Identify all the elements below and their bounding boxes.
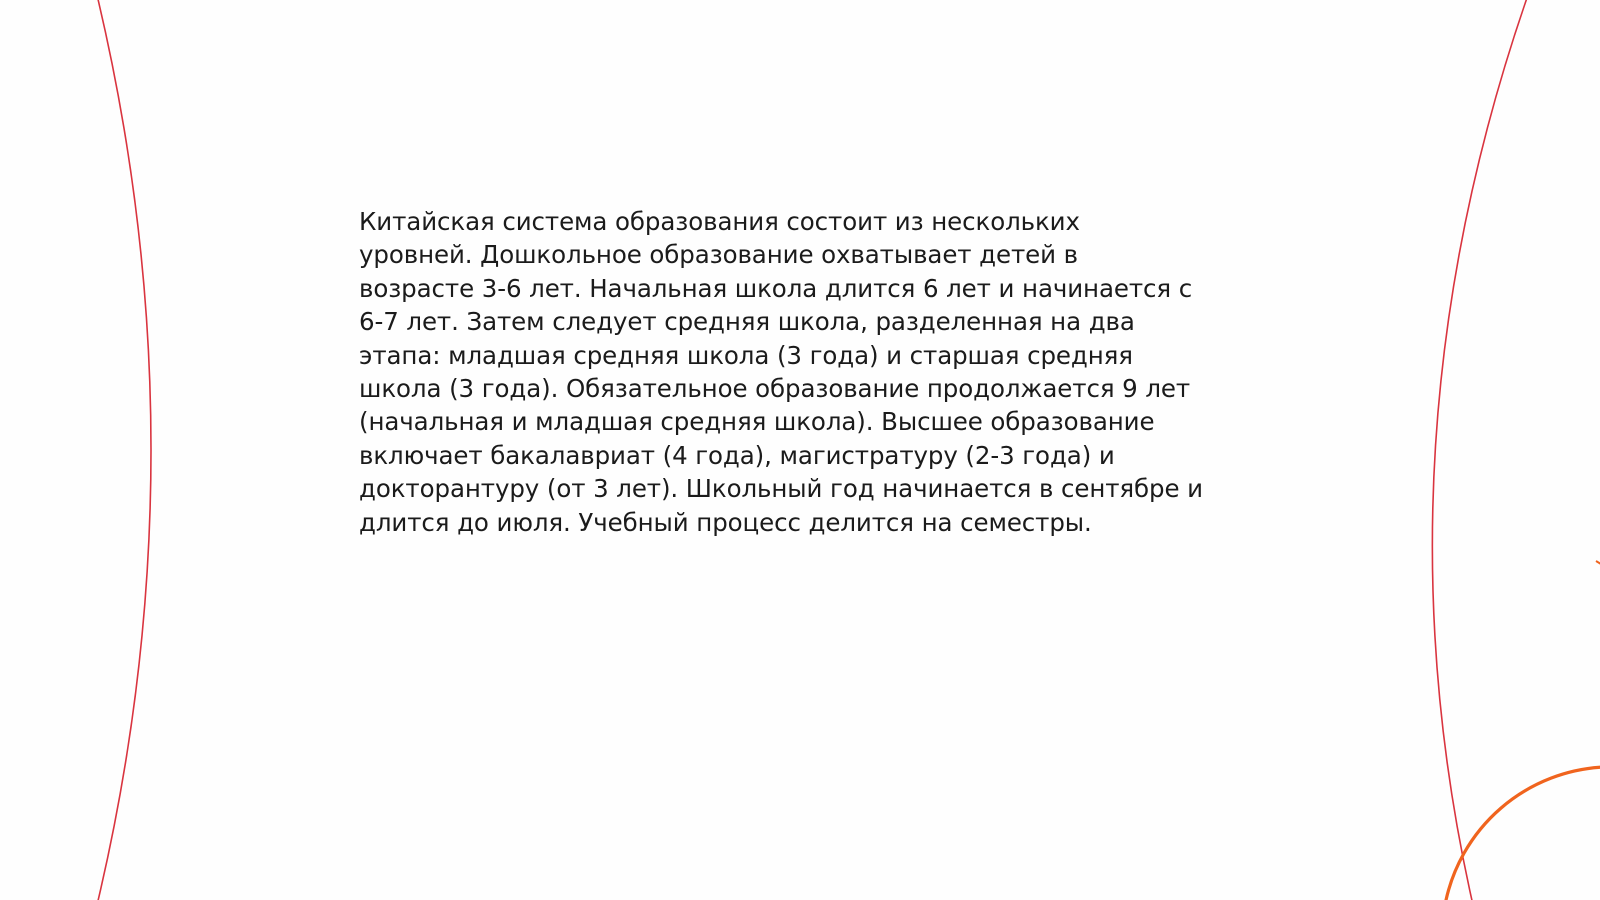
orange-mark xyxy=(1596,561,1600,564)
right-red-curve xyxy=(1432,0,1528,900)
body-paragraph: Китайская система образования состоит из нескольких уровней. Дошкольное образование охватывает детей в возрасте 3-6 лет. Начальная школа длится 6 лет и начинается с 6-7 лет. Затем следует средняя школа, разделенная на два этапа: младшая средняя школа (3 года) и старшая средняя школа (3 года). Обязательное образование продолжается 9 лет (начальная и младшая средняя школа). Высшее образование включает бакалавриат (4 года), магистратуру (2-3 года) и докторантуру (от 3 лет). Школьный год начинается в сентябре и длится до июля. Учебный процесс делится на семестры. xyxy=(359,207,1203,537)
left-red-curve xyxy=(97,0,151,900)
